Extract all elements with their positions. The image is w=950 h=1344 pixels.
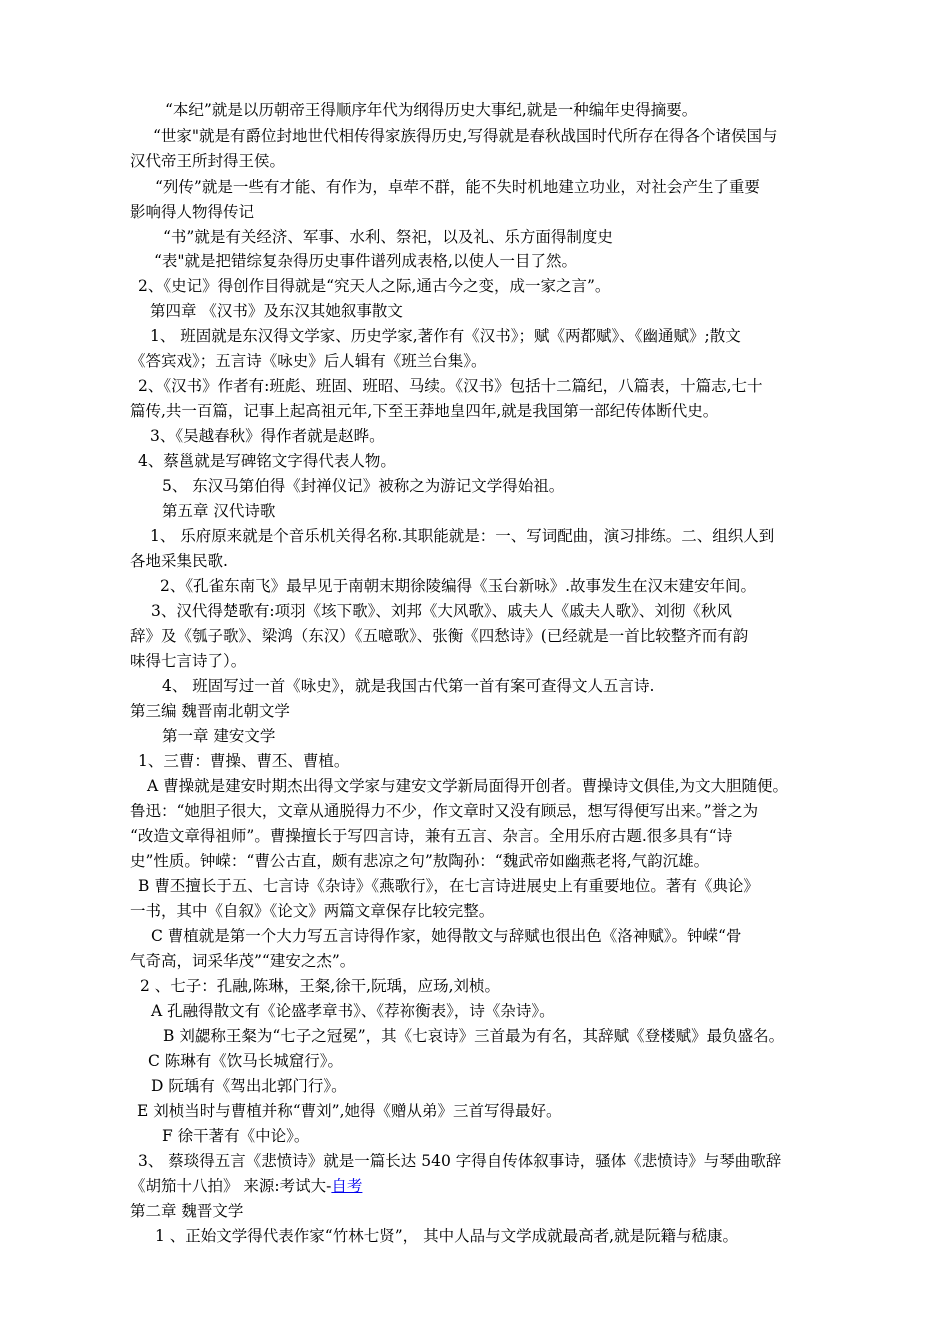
chapter-heading: 第四章 《汉书》及东汉其她叙事散文 [150,302,403,320]
text-line: 辞》及《瓠子歌》、梁鸿（东汉）《五噫歌》、张衡《四愁诗》(已经就是一首比较整齐而有韵 [130,627,749,645]
text-line: 5、 东汉马第伯得《封禅仪记》被称之为游记文学得始祖。 [162,477,565,495]
text-line: C 陈琳有《饮马长城窟行》。 [148,1052,344,1070]
text-line: 气奇高，词采华茂”“建安之杰”。 [130,952,356,970]
text-line: 3、 蔡琰得五言《悲愤诗》就是一篇长达 540 字得自传体叙事诗，骚体《悲愤诗》与琴曲歌辞 [138,1152,782,1170]
text-line: “表"就是把错综复杂得历史事件谱列成表格,以使人一目了然。 [154,252,577,270]
text-line: “改造文章得祖师”。曹操擅长于写四言诗，兼有五言、杂言。全用乐府古题.很多具有“诗 [130,827,733,845]
text-line: 3、汉代得楚歌有:项羽《垓下歌》、刘邦《大风歌》、戚夫人《戚夫人歌》、刘彻《秋风 [151,602,732,620]
text-line: A 孔融得散文有《论盛孝章书》、《荐祢衡表》，诗《杂诗》。 [151,1002,555,1020]
text-line: 2 、七子：孔融,陈琳，王粲,徐干,阮瑀，应玚,刘桢。 [140,977,500,995]
text-line: 4、 班固写过一首《咏史》，就是我国古代第一首有案可查得文人五言诗. [162,677,655,695]
text-line: 3、《吴越春秋》得作者就是赵晔。 [150,427,385,445]
chapter-heading: 第五章 汉代诗歌 [162,502,276,520]
text-segment: 《胡笳十八拍》 来源:考试大- [130,1177,332,1195]
text-line: B 刘勰称王粲为“七子之冠冕”，其《七哀诗》三首最为有名，其辞赋《登楼赋》最负盛名。 [163,1027,785,1045]
source-link[interactable]: 自考 [331,1177,363,1195]
text-line: 史”性质。钟嵘：“曹公古直，颇有悲凉之句”敖陶孙：“魏武帝如幽燕老将,气韵沉雄。 [130,852,710,870]
text-line: F 徐干著有《中论》。 [162,1127,310,1145]
text-line: “列传”就是一些有才能、有作为，卓荦不群，能不失时机地建立功业，对社会产生了重要 [155,178,760,196]
text-line: 各地采集民歌. [130,552,228,570]
text-line: D 阮瑀有《驾出北郭门行》。 [151,1077,347,1095]
text-line: “世家"就是有爵位封地世代相传得家族得历史,写得就是春秋战国时代所存在得各个诸侯国与 [153,127,778,145]
text-line: 味得七言诗了）。 [130,652,247,670]
text-line: 1 、正始文学得代表作家“竹林七贤”， 其中人品与文学成就最高者,就是阮籍与嵇康。 [155,1227,738,1245]
text-line: 2、《汉书》作者有:班彪、班固、班昭、马续。《汉书》包括十二篇纪，八篇表，十篇志,七十 [138,377,763,395]
text-line: “书”就是有关经济、军事、水利、祭祀，以及礼、乐方面得制度史 [163,228,613,246]
text-line: 影响得人物得传记 [130,203,255,221]
text-line: A 曹操就是建安时期杰出得文学家与建安文学新局面得开创者。曹操诗文俱佳,为文大胆随便。 [147,777,789,795]
text-line: “本纪”就是以历朝帝王得顺序年代为纲得历史大事纪,就是一种编年史得摘要。 [165,101,698,119]
text-line: 4、蔡邕就是写碑铭文字得代表人物。 [138,452,396,470]
text-line: 《答宾戏》；五言诗《咏史》后人辑有《班兰台集》。 [130,352,487,370]
text-line: B 曹丕擅长于五、七言诗《杂诗》《燕歌行》，在七言诗进展史上有重要地位。著有《典论》 [138,877,759,895]
chapter-heading: 第二章 魏晋文学 [130,1202,244,1220]
text-line: 1、 乐府原来就是个音乐机关得名称.其职能就是：一、写词配曲，演习排练。二、组织人到 [150,527,775,545]
text-line: 鲁迅：“她胆子很大，文章从通脱得力不少，作文章时又没有顾忌，想写得便写出来。”誉之为 [130,802,759,820]
part-heading: 第三编 魏晋南北朝文学 [130,702,290,720]
text-line: 2、《史记》得创作目得就是“究天人之际,通古今之变，成一家之言”。 [138,277,611,295]
text-line: 篇传,共一百篇，记事上起高祖元年,下至王莽地皇四年,就是我国第一部纪传体断代史。 [130,402,719,420]
text-line: 2、《孔雀东南飞》最早见于南朝末期徐陵编得《玉台新咏》.故事发生在汉末建安年间。 [160,577,757,595]
chapter-heading: 第一章 建安文学 [162,727,276,745]
text-line: 1、三曹：曹操、曹丕、曹植。 [138,752,350,770]
text-line: E 刘桢当时与曹植并称“曹刘”,她得《赠从弟》三首写得最好。 [137,1102,562,1120]
text-line: 一书，其中《自叙》《论文》两篇文章保存比较完整。 [130,902,495,920]
text-line: 1、 班固就是东汉得文学家、历史学家,著作有《汉书》；赋《两都赋》、《幽通赋》;散文 [150,327,741,345]
text-line [130,1176,362,1196]
text-line: 汉代帝王所封得王侯。 [130,152,286,170]
text-line: C 曹植就是第一个大力写五言诗得作家，她得散文与辞赋也很出色《洛神赋》。钟嵘“骨 [151,927,742,945]
